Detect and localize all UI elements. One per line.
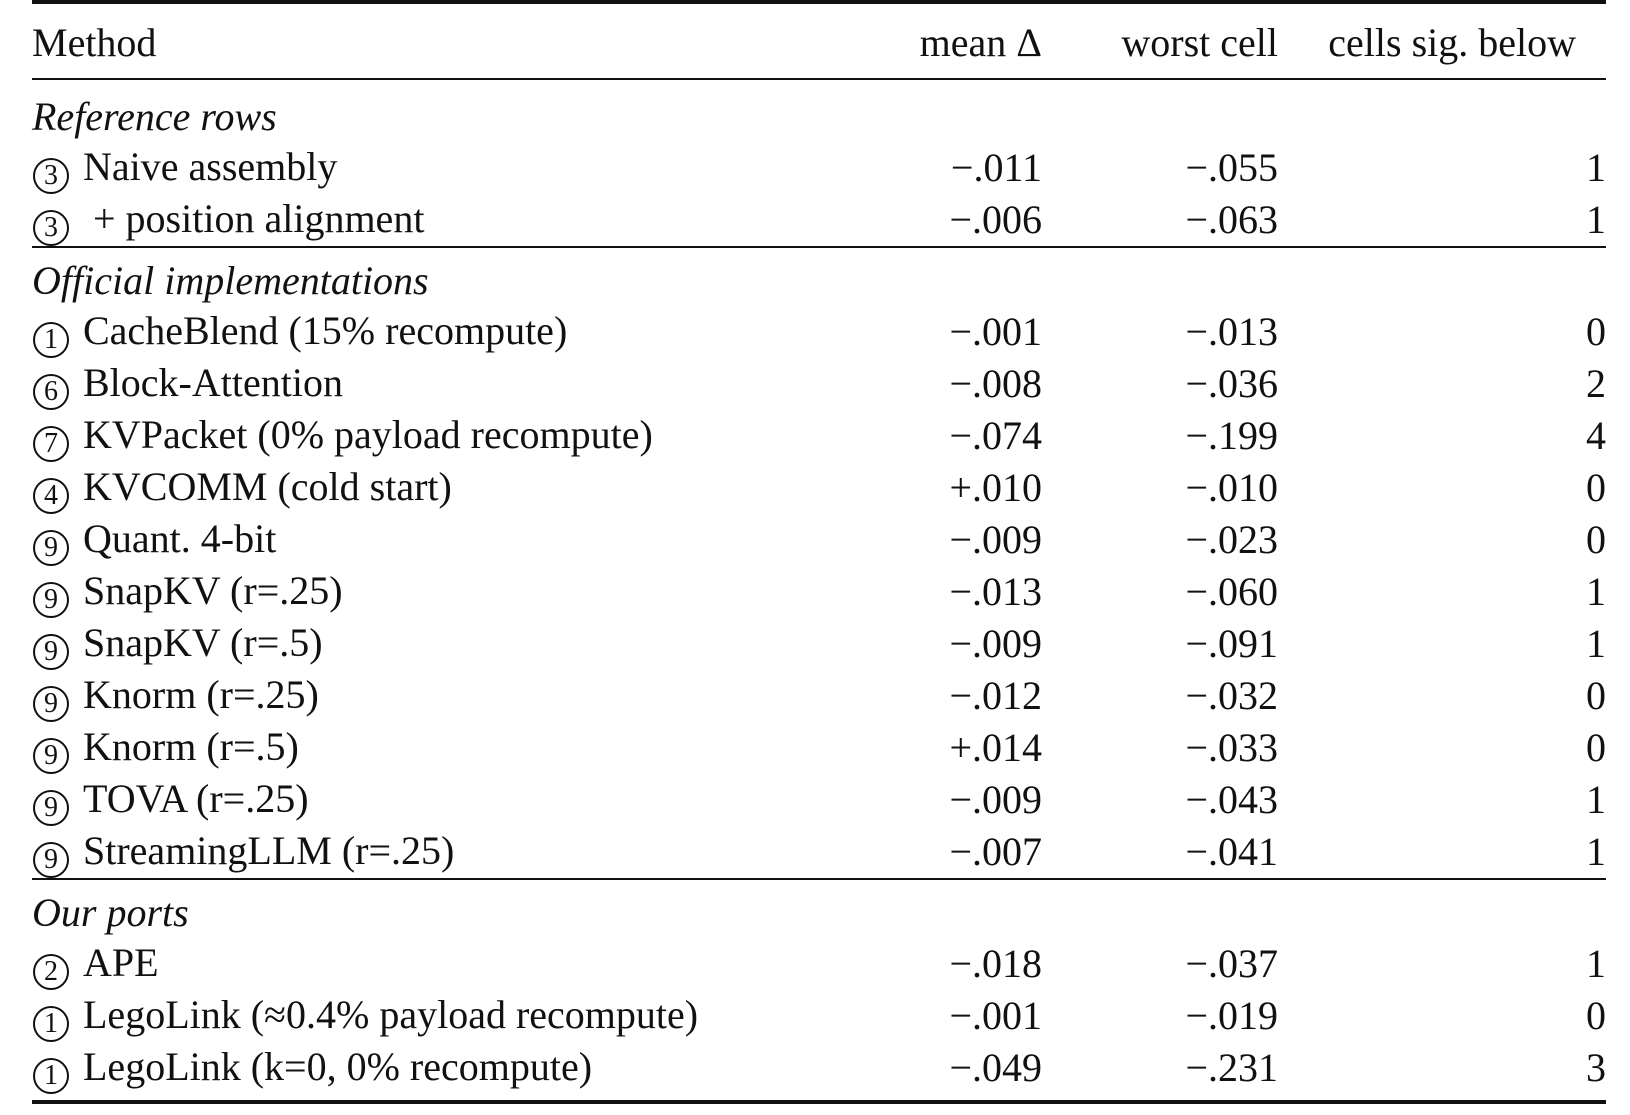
header-cells-sig-below: cells sig. below (1278, 2, 1606, 79)
worst-cell-value: −.037 (1185, 941, 1278, 986)
method-cell (32, 306, 852, 358)
method-cell (32, 618, 852, 670)
method-label: LegoLink (k=0, 0% recompute) (83, 1044, 593, 1089)
circled-number-badge: 1 (33, 1006, 69, 1042)
mean-delta-cell: −.013 (949, 569, 1042, 614)
table-row (32, 306, 1606, 358)
worst-cell-value: −.023 (1185, 517, 1278, 562)
results-table (32, 0, 1606, 1104)
method-cell (32, 566, 852, 618)
circled-number-badge: 4 (33, 478, 69, 514)
method-cell (32, 938, 852, 990)
method-cell (32, 1042, 852, 1102)
table-row (32, 462, 1606, 514)
cells-sig-below-value: 0 (1586, 517, 1606, 562)
method-label: APE (83, 940, 159, 985)
method-label: KVCOMM (cold start) (83, 464, 452, 509)
mean-delta-cell: −.009 (949, 621, 1042, 666)
table-row (32, 938, 1606, 990)
method-label: TOVA (r=.25) (83, 776, 309, 821)
mean-delta-cell: −.008 (949, 361, 1042, 406)
method-cell (32, 774, 852, 826)
cells-sig-below-value: 1 (1586, 777, 1606, 822)
mean-delta-cell: −.012 (949, 673, 1042, 718)
table-body (32, 79, 1606, 1102)
table-row (32, 514, 1606, 566)
section-header-row (32, 879, 1606, 938)
table-row (32, 670, 1606, 722)
table-row (32, 1042, 1606, 1102)
method-label: KVPacket (0% payload recompute) (83, 412, 653, 457)
table-row (32, 722, 1606, 774)
method-cell (32, 142, 852, 194)
method-cell (32, 358, 852, 410)
mean-delta-cell: −.018 (949, 941, 1042, 986)
worst-cell-value: −.199 (1185, 413, 1278, 458)
worst-cell-value: −.231 (1042, 1042, 1278, 1102)
method-label: StreamingLLM (r=.25) (83, 828, 455, 873)
method-label: Block-Attention (83, 360, 343, 405)
mean-delta-cell: −.049 (852, 1042, 1042, 1102)
method-cell (32, 826, 852, 879)
method-cell (32, 410, 852, 462)
cells-sig-below-value: 1 (1586, 941, 1606, 986)
table-row (32, 410, 1606, 462)
table-row (32, 774, 1606, 826)
worst-cell-value: −.032 (1185, 673, 1278, 718)
mean-delta-cell: +.014 (949, 725, 1042, 770)
circled-number-badge: 7 (33, 426, 69, 462)
section-title: Official implementations (32, 247, 1606, 306)
table-row (32, 142, 1606, 194)
table-header (32, 2, 1606, 79)
circled-number-badge: 9 (33, 842, 69, 878)
table-row (32, 358, 1606, 410)
circled-number-badge: 2 (33, 954, 69, 990)
worst-cell-value: −.013 (1185, 309, 1278, 354)
worst-cell-value: −.010 (1185, 465, 1278, 510)
circled-number-badge: 9 (33, 686, 69, 722)
worst-cell-value: −.036 (1185, 361, 1278, 406)
table-row (32, 194, 1606, 247)
method-label: Knorm (r=.5) (83, 724, 299, 769)
circled-number-badge: 9 (33, 582, 69, 618)
method-cell (32, 670, 852, 722)
cells-sig-below-value: 0 (1586, 309, 1606, 354)
mean-delta-cell: +.010 (949, 465, 1042, 510)
method-label: Naive assembly (83, 144, 338, 189)
worst-cell-value: −.091 (1185, 621, 1278, 666)
method-label: Quant. 4-bit (83, 516, 277, 561)
section-title: Reference rows (32, 94, 277, 139)
method-label: LegoLink (≈0.4% payload recompute) (83, 992, 699, 1037)
circled-number-badge: 3 (33, 210, 69, 246)
method-cell (32, 514, 852, 566)
cells-sig-below-value: 1 (1586, 829, 1606, 874)
circled-number-badge: 9 (33, 738, 69, 774)
mean-delta-cell: −.009 (949, 777, 1042, 822)
table-row (32, 826, 1606, 879)
worst-cell-value: −.033 (1185, 725, 1278, 770)
circled-number-badge: 1 (33, 322, 69, 358)
cells-sig-below-value: 1 (1586, 145, 1606, 190)
table-row (32, 990, 1606, 1042)
method-cell (32, 722, 852, 774)
mean-delta-cell: −.006 (949, 197, 1042, 242)
method-cell (32, 194, 852, 247)
mean-delta-cell: −.011 (950, 145, 1042, 190)
section-header-row (32, 247, 1606, 306)
worst-cell-value: −.055 (1185, 145, 1278, 190)
method-label: SnapKV (r=.25) (83, 568, 343, 613)
cells-sig-below-value: 2 (1586, 361, 1606, 406)
cells-sig-below-value: 3 (1278, 1042, 1606, 1102)
circled-number-badge: 6 (33, 374, 69, 410)
cells-sig-below-value: 1 (1586, 621, 1606, 666)
worst-cell-value: −.043 (1185, 777, 1278, 822)
cells-sig-below-value: 0 (1586, 465, 1606, 510)
table-row (32, 618, 1606, 670)
method-label: CacheBlend (15% recompute) (83, 308, 568, 353)
section-title: Our ports (32, 879, 1606, 938)
method-cell (32, 462, 852, 514)
circled-number-badge: 9 (33, 634, 69, 670)
cells-sig-below-value: 1 (1586, 197, 1606, 242)
cells-sig-below-value: 0 (1586, 725, 1606, 770)
header-worst-cell: worst cell (1042, 2, 1278, 79)
cells-sig-below-value: 4 (1586, 413, 1606, 458)
header-mean-delta: mean Δ (852, 2, 1042, 79)
circled-number-badge: 1 (33, 1058, 69, 1094)
results-table-container (32, 0, 1606, 1104)
mean-delta-cell: −.001 (949, 309, 1042, 354)
section-header-row (32, 79, 1606, 142)
circled-number-badge: 3 (33, 158, 69, 194)
circled-number-badge: 9 (33, 790, 69, 826)
mean-delta-cell: −.009 (949, 517, 1042, 562)
mean-delta-cell: −.074 (949, 413, 1042, 458)
cells-sig-below-value: 1 (1586, 569, 1606, 614)
worst-cell-value: −.019 (1185, 993, 1278, 1038)
worst-cell-value: −.063 (1185, 197, 1278, 242)
mean-delta-cell: −.007 (949, 829, 1042, 874)
table-row (32, 566, 1606, 618)
mean-delta-cell: −.001 (949, 993, 1042, 1038)
header-row (32, 2, 1606, 79)
cells-sig-below-value: 0 (1586, 673, 1606, 718)
method-cell (32, 990, 852, 1042)
cells-sig-below-value: 0 (1586, 993, 1606, 1038)
method-label: Knorm (r=.25) (83, 672, 319, 717)
header-method: Method (32, 2, 852, 79)
method-label: + position alignment (83, 196, 425, 241)
circled-number-badge: 9 (33, 530, 69, 566)
method-label: SnapKV (r=.5) (83, 620, 323, 665)
worst-cell-value: −.041 (1185, 829, 1278, 874)
worst-cell-value: −.060 (1185, 569, 1278, 614)
